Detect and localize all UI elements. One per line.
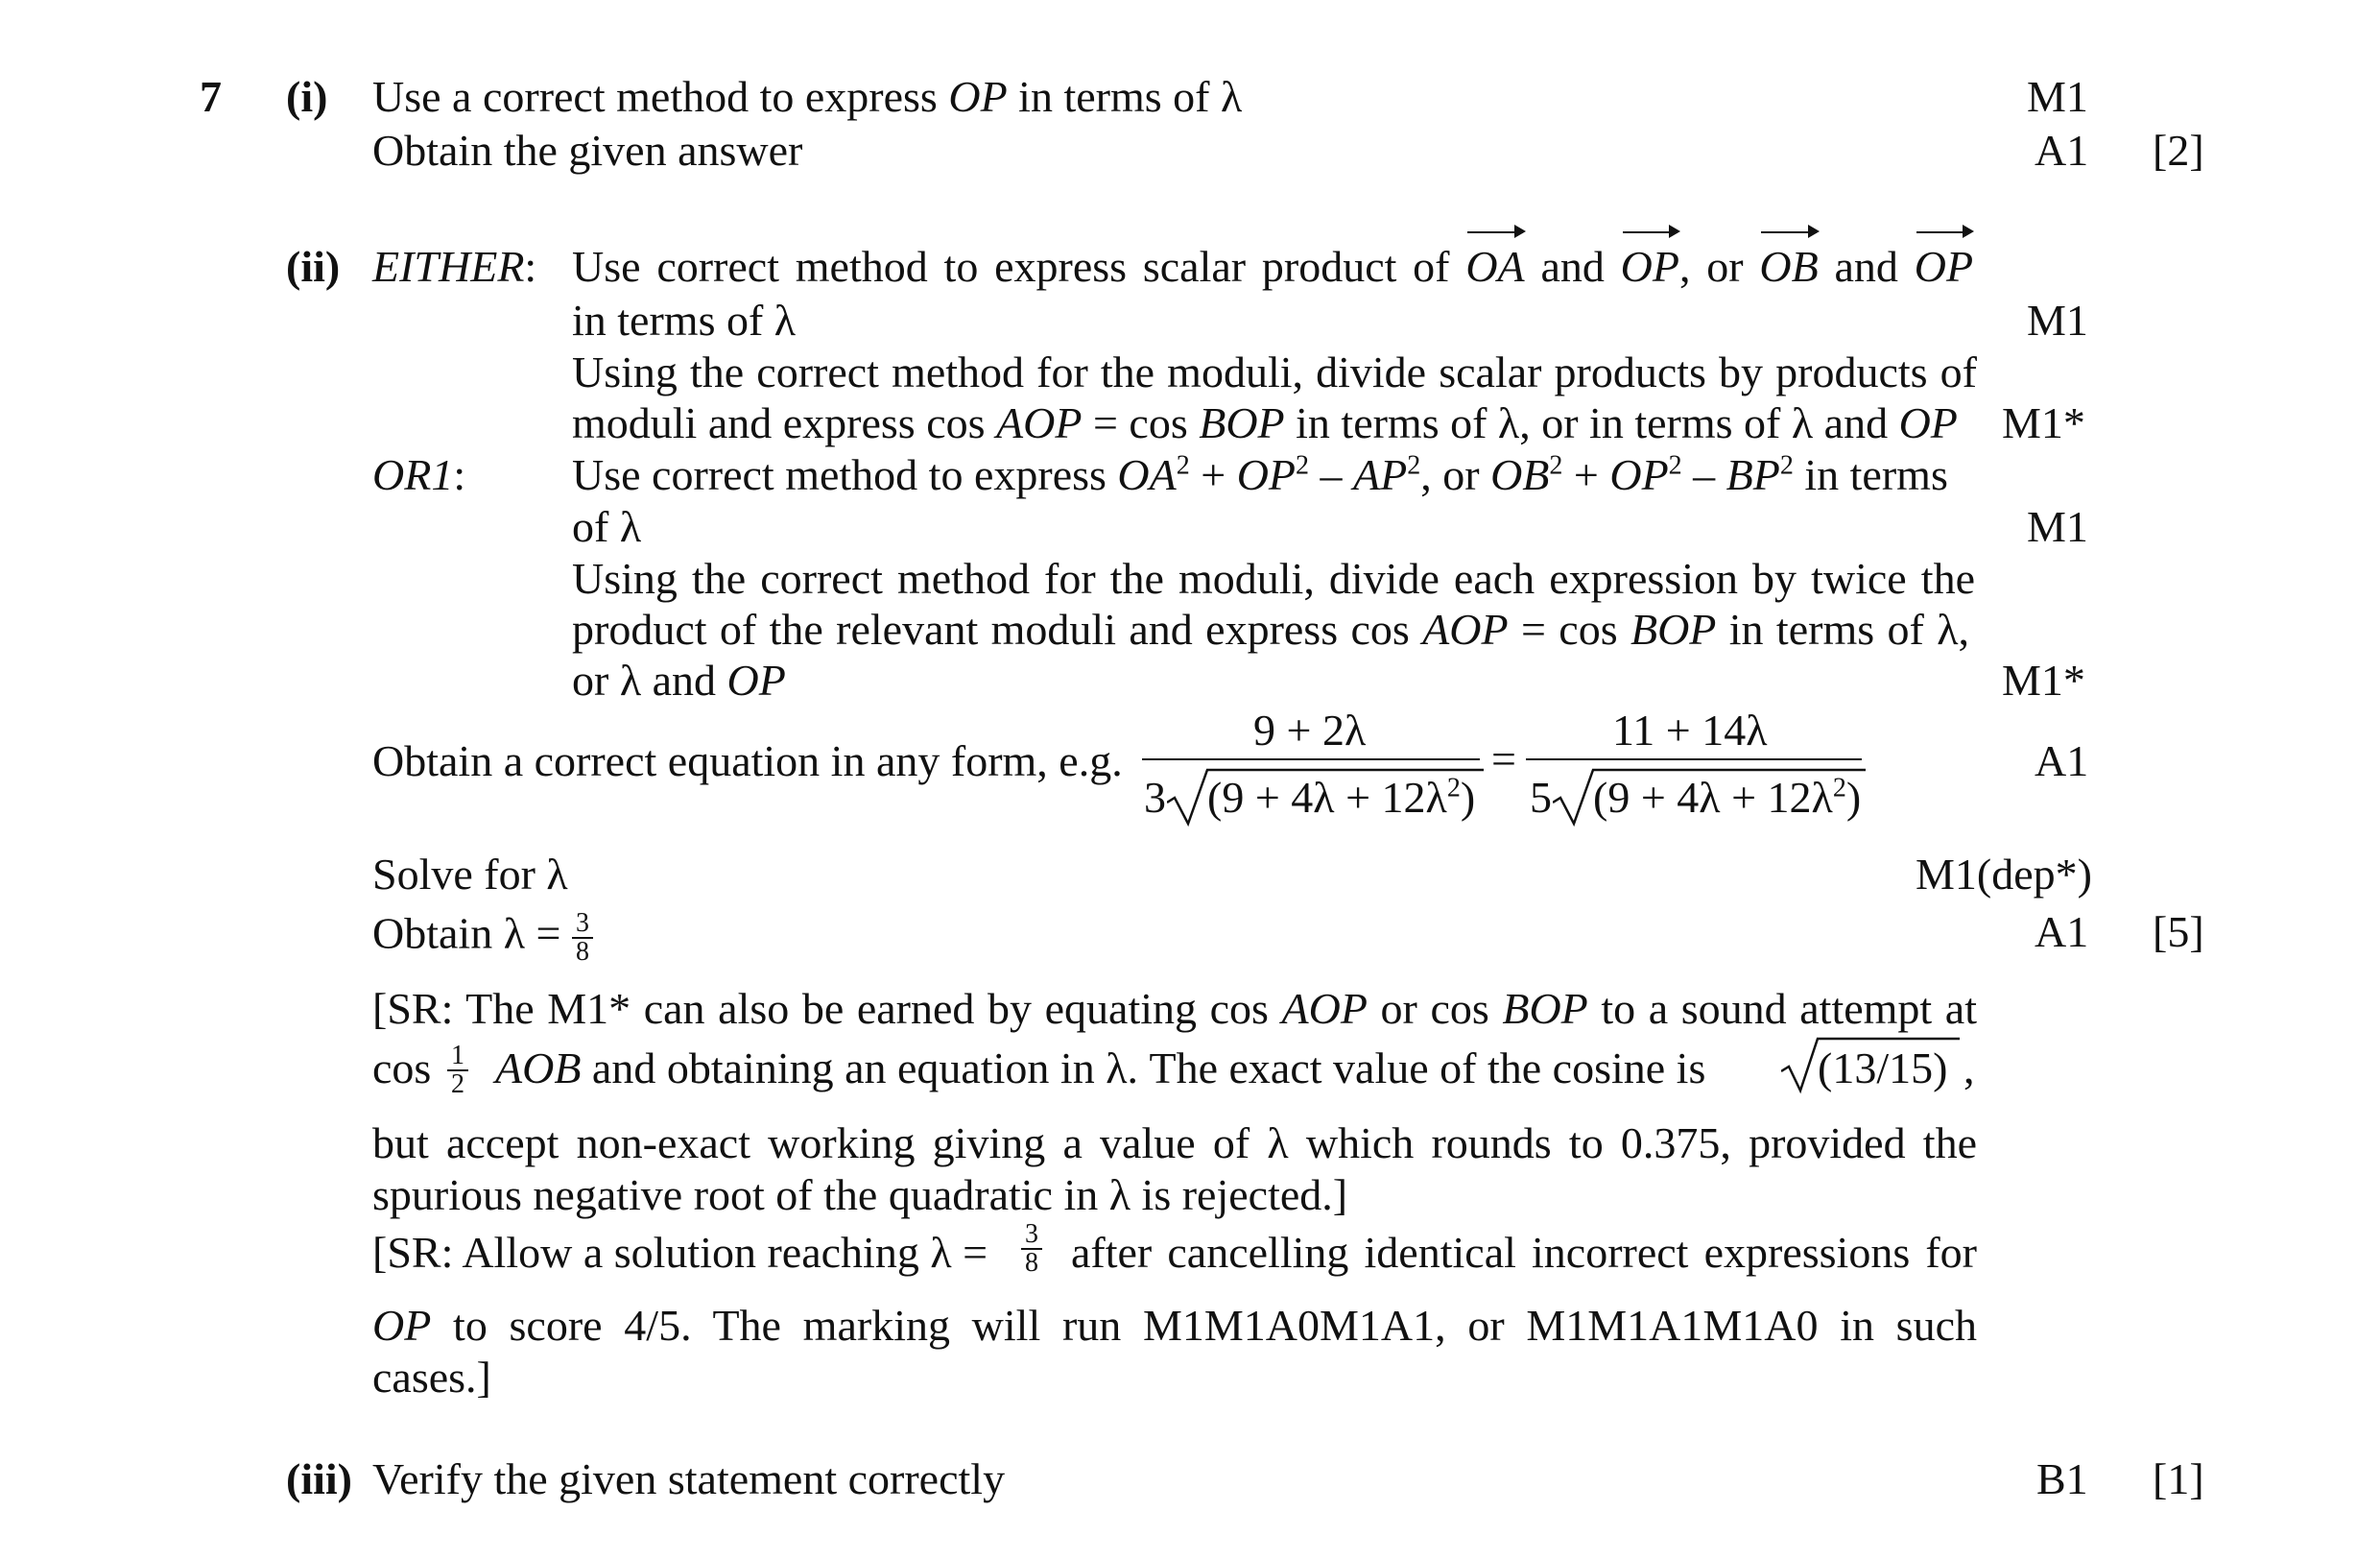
or1-label	[372, 450, 466, 499]
mark-eq: A1	[2035, 736, 2089, 785]
or1-line-5	[572, 656, 786, 705]
numerator-2: 11 + 14λ	[1612, 706, 1768, 755]
text-segment: and	[1540, 242, 1605, 291]
superscript: 2	[1296, 450, 1310, 481]
superscript: 2	[1407, 450, 1421, 481]
denominator-1-coef: 3	[1144, 773, 1166, 822]
fraction-bar-2	[1526, 758, 1862, 760]
text-segment: to score 4/5. The marking will run M1M1A0M1A1, or M1M1A1M1A0 in such	[453, 1301, 1978, 1350]
var-op: OP	[372, 1301, 432, 1350]
var-ap: AP	[1353, 450, 1408, 499]
var-op: OP	[1236, 450, 1297, 499]
text-segment: –	[1681, 450, 1726, 499]
var-aop: AOP	[1281, 984, 1368, 1033]
or1-line-4	[572, 605, 1969, 654]
or1-word: OR1	[372, 450, 454, 499]
text-segment: in terms of λ	[1018, 72, 1243, 121]
mark-i-1: M1	[2027, 72, 2088, 121]
part-ii-label: (ii)	[286, 242, 341, 291]
fraction-three-eighths-2	[1021, 1221, 1042, 1277]
denominator: 8	[575, 937, 589, 967]
total-iii: [1]	[2153, 1454, 2204, 1503]
text-segment: Obtain λ =	[372, 908, 561, 958]
vector-oa: OA	[1465, 242, 1525, 291]
text-segment: [SR: The M1* can also be earned by equating cos	[372, 984, 1269, 1033]
sr1-comma: ,	[1964, 1043, 1975, 1092]
superscript: 2	[1832, 773, 1846, 803]
numerator: 1	[447, 1043, 468, 1071]
sr1-radicand: (13/15)	[1818, 1043, 1948, 1092]
denominator-2-coef: 5	[1530, 773, 1552, 822]
var-aop: AOP	[996, 398, 1083, 447]
mark-iii: B1	[2036, 1454, 2088, 1503]
sr2-line-1-a: [SR: Allow a solution reaching λ =	[372, 1228, 988, 1277]
var-op: OP	[948, 72, 1008, 121]
text-segment: Use correct method to express	[572, 450, 1107, 499]
fraction	[1021, 1221, 1042, 1277]
either-label	[372, 242, 537, 291]
text-segment: , or	[1420, 450, 1480, 499]
text-segment: = cos	[1092, 398, 1188, 447]
numerator-1: 9 + 2λ	[1253, 706, 1367, 755]
fraction	[447, 1043, 468, 1098]
denominator: 8	[1025, 1248, 1038, 1278]
part-iii-text: Verify the given statement correctly	[372, 1454, 1006, 1503]
text-segment: in terms of λ,	[1728, 605, 1969, 654]
var-aob: AOB	[495, 1043, 582, 1092]
mark-e2: M1	[2027, 296, 2088, 345]
denominator-1-radicand	[1207, 773, 1476, 822]
text-segment: Use correct method to express scalar product of	[572, 242, 1450, 291]
either-line-1	[572, 242, 1974, 291]
text-segment: = cos	[1520, 605, 1618, 654]
var-op: OP	[1898, 398, 1958, 447]
text-segment: Use a correct method to express	[372, 72, 938, 121]
vector-op: OP	[1914, 242, 1974, 291]
solve-line: Solve for λ	[372, 850, 568, 899]
text-segment: to a sound attempt at	[1601, 984, 1977, 1033]
text-segment: and obtaining an equation in λ. The exact value of the cosine is	[591, 1043, 1706, 1092]
superscript: 2	[1549, 450, 1563, 481]
numerator: 3	[1021, 1221, 1042, 1250]
or1-line-3: Using the correct method for the moduli, divide each expression by twice the	[572, 554, 1975, 603]
sr1-line-3: but accept non-exact working giving a value of λ which rounds to 0.375, provided the	[372, 1118, 1977, 1167]
fraction-one-half	[447, 1043, 468, 1098]
either-line-4	[572, 398, 1958, 447]
text-segment: or cos	[1380, 984, 1489, 1033]
superscript: 2	[1668, 450, 1682, 481]
var-ob: OB	[1490, 450, 1550, 499]
mark-o5: M1*	[2002, 656, 2085, 705]
equals-sign: =	[1491, 734, 1516, 783]
total-i: [2]	[2153, 126, 2204, 175]
text-segment: +	[1189, 450, 1237, 499]
question-number: 7	[200, 72, 222, 121]
text-segment: in terms of λ, or in terms of λ and	[1296, 398, 1889, 447]
fraction-bar-1	[1142, 758, 1480, 760]
sr1-line-4: spurious negative root of the quadratic in λ is rejected.]	[372, 1170, 1348, 1219]
part-i-line-2: Obtain the given answer	[372, 126, 803, 175]
var-bop: BOP	[1630, 605, 1717, 654]
var-aop: AOP	[1422, 605, 1509, 654]
var-bp: BP	[1726, 450, 1780, 499]
var-op: OP	[1609, 450, 1669, 499]
either-line-3: Using the correct method for the moduli, divide scalar products by products of	[572, 348, 1977, 396]
close-paren: )	[1460, 773, 1476, 822]
part-i-label: (i)	[286, 72, 328, 121]
var-op: OP	[726, 656, 786, 705]
sr2-line-2	[372, 1301, 1978, 1350]
close-paren: )	[1845, 773, 1862, 822]
fraction-three-eighths	[572, 910, 593, 966]
radicand-text: (9 + 4λ + 12λ	[1593, 773, 1833, 822]
superscript: 2	[1176, 450, 1190, 481]
text-segment: moduli and express cos	[572, 398, 986, 447]
text-segment: +	[1562, 450, 1610, 499]
mark-e4: M1*	[2002, 398, 2085, 447]
mark-o2: M1	[2027, 502, 2088, 551]
var-oa: OA	[1117, 450, 1177, 499]
sr2-line-3: cases.]	[372, 1353, 491, 1402]
either-line-2: in terms of λ	[572, 296, 797, 345]
denominator-2-radicand	[1593, 773, 1862, 822]
mark-i-2: A1	[2035, 126, 2089, 175]
obtain-line	[372, 910, 593, 966]
superscript: 2	[1779, 450, 1794, 481]
sr1-line-2-text	[495, 1043, 1706, 1092]
superscript: 2	[1446, 773, 1461, 803]
sr1-cos: cos	[372, 1043, 432, 1092]
either-word: EITHER	[372, 242, 525, 291]
text-segment: and	[1834, 242, 1898, 291]
or1-line-2: of λ	[572, 502, 642, 551]
or1-line-1	[572, 450, 1948, 499]
radicand-text: (9 + 4λ + 12λ	[1207, 773, 1447, 822]
text-segment: –	[1309, 450, 1354, 499]
part-i-line-1	[372, 72, 1243, 121]
vector-op: OP	[1620, 242, 1679, 291]
mark-obtain: A1	[2035, 907, 2089, 956]
total-ii: [5]	[2153, 907, 2204, 956]
sr1-line-1	[372, 984, 1977, 1033]
var-bop: BOP	[1199, 398, 1285, 447]
var-bop: BOP	[1502, 984, 1588, 1033]
vector-ob: OB	[1759, 242, 1819, 291]
colon: :	[453, 450, 466, 499]
denominator: 2	[451, 1069, 464, 1099]
text-segment: product of the relevant moduli and express cos	[572, 605, 1410, 654]
mark-solve: M1(dep*)	[1916, 850, 2092, 899]
text-segment: in terms	[1793, 450, 1948, 499]
equation-intro: Obtain a correct equation in any form, e.g.	[372, 736, 1123, 785]
equation	[1142, 708, 1871, 833]
numerator: 3	[572, 910, 593, 939]
text-segment: , or	[1678, 242, 1744, 291]
text-segment: or λ and	[572, 656, 717, 705]
sr2-line-1-b: after cancelling identical incorrect expressions for	[1071, 1228, 1977, 1277]
colon: :	[524, 242, 537, 291]
part-iii-label: (iii)	[286, 1454, 352, 1503]
